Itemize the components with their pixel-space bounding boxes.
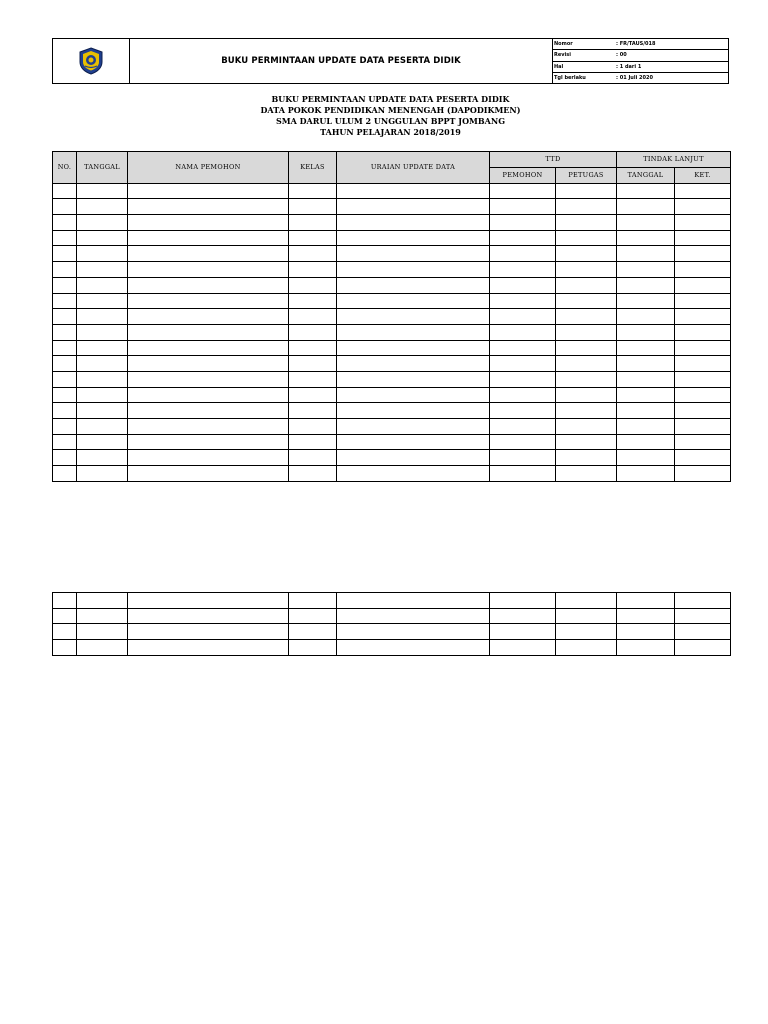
table-row <box>53 371 731 387</box>
table-cell[interactable] <box>675 293 731 309</box>
table-row <box>53 434 731 450</box>
table-cell[interactable] <box>337 434 490 450</box>
table-cell[interactable] <box>128 340 289 356</box>
table-cell[interactable] <box>77 309 128 325</box>
table-cell[interactable] <box>556 230 617 246</box>
table-cell[interactable] <box>556 466 617 482</box>
table-cell[interactable] <box>617 324 675 340</box>
table-cell[interactable] <box>556 340 617 356</box>
info-label: Hal <box>554 63 564 70</box>
table-cell[interactable] <box>53 434 77 450</box>
table-cell[interactable] <box>77 340 128 356</box>
table-cell[interactable] <box>490 340 556 356</box>
table-cell[interactable] <box>77 640 128 656</box>
info-value: : 00 <box>616 52 627 59</box>
table-cell[interactable] <box>53 624 77 640</box>
table-cell[interactable] <box>490 183 556 199</box>
table-cell[interactable] <box>53 466 77 482</box>
table-cell[interactable] <box>617 387 675 403</box>
info-label: Nomor <box>554 41 573 48</box>
table-cell[interactable] <box>556 640 617 656</box>
table-cell[interactable] <box>77 324 128 340</box>
col-header-ttd: TTD <box>490 152 617 168</box>
table-cell[interactable] <box>490 419 556 435</box>
table-cell[interactable] <box>556 324 617 340</box>
table-cell[interactable] <box>490 466 556 482</box>
table-cell[interactable] <box>490 293 556 309</box>
table-cell[interactable] <box>289 608 337 624</box>
table-cell[interactable] <box>289 387 337 403</box>
table-cell[interactable] <box>128 450 289 466</box>
table-cell[interactable] <box>337 215 490 231</box>
table-cell[interactable] <box>77 403 128 419</box>
table-cell[interactable] <box>128 309 289 325</box>
school-crest-logo <box>76 46 106 76</box>
table-cell[interactable] <box>77 593 128 609</box>
table-cell[interactable] <box>490 371 556 387</box>
table-cell[interactable] <box>77 608 128 624</box>
table-cell[interactable] <box>556 199 617 215</box>
table-cell[interactable] <box>337 309 490 325</box>
col-header-ket: KET. <box>675 167 731 183</box>
table-cell[interactable] <box>53 450 77 466</box>
table-cell[interactable] <box>617 215 675 231</box>
table-cell[interactable] <box>617 466 675 482</box>
col-header-pemohon: PEMOHON <box>490 167 556 183</box>
table-cell[interactable] <box>77 624 128 640</box>
table-cell[interactable] <box>53 309 77 325</box>
table-cell[interactable] <box>289 215 337 231</box>
header-title: BUKU PERMINTAAN UPDATE DATA PESERTA DIDIK <box>130 39 553 83</box>
table-cell[interactable] <box>675 356 731 372</box>
table-cell[interactable] <box>128 466 289 482</box>
table-cell[interactable] <box>128 624 289 640</box>
table-cell[interactable] <box>128 356 289 372</box>
table-cell[interactable] <box>53 277 77 293</box>
table-cell[interactable] <box>617 199 675 215</box>
table-row <box>53 340 731 356</box>
table-cell[interactable] <box>617 371 675 387</box>
table-cell[interactable] <box>77 293 128 309</box>
table-cell[interactable] <box>53 419 77 435</box>
table-cell[interactable] <box>337 324 490 340</box>
table-cell[interactable] <box>556 246 617 262</box>
info-row-hal <box>553 62 728 73</box>
table-row <box>53 403 731 419</box>
table-cell[interactable] <box>337 640 490 656</box>
table-row <box>53 230 731 246</box>
table-cell[interactable] <box>53 183 77 199</box>
table-cell[interactable] <box>617 593 675 609</box>
info-row-revisi <box>553 50 728 61</box>
table-cell[interactable] <box>77 387 128 403</box>
table-row <box>53 387 731 403</box>
table-cell[interactable] <box>675 309 731 325</box>
table-cell[interactable] <box>556 387 617 403</box>
table-cell[interactable] <box>53 199 77 215</box>
table-cell[interactable] <box>675 277 731 293</box>
table-cell[interactable] <box>490 246 556 262</box>
table-cell[interactable] <box>53 640 77 656</box>
table-cell[interactable] <box>289 183 337 199</box>
table-cell[interactable] <box>675 450 731 466</box>
table-cell[interactable] <box>77 450 128 466</box>
table-cell[interactable] <box>556 434 617 450</box>
table-row <box>53 450 731 466</box>
table-cell[interactable] <box>337 230 490 246</box>
info-value: : FR/TAUS/018 <box>616 41 656 48</box>
table-row <box>53 183 731 199</box>
table-cell[interactable] <box>617 640 675 656</box>
table-cell[interactable] <box>128 419 289 435</box>
table-cell[interactable] <box>556 309 617 325</box>
table-cell[interactable] <box>556 215 617 231</box>
table-cell[interactable] <box>53 246 77 262</box>
table-body <box>53 183 731 481</box>
table-cell[interactable] <box>490 593 556 609</box>
table-cell[interactable] <box>675 183 731 199</box>
col-header-petugas: PETUGAS <box>556 167 617 183</box>
table-cell[interactable] <box>128 640 289 656</box>
table-cell[interactable] <box>337 593 490 609</box>
title-line-2: DATA POKOK PENDIDIKAN MENENGAH (DAPODIKMEN) <box>260 105 521 115</box>
table-cell[interactable] <box>128 246 289 262</box>
table-cell[interactable] <box>617 608 675 624</box>
table-cell[interactable] <box>128 215 289 231</box>
table-cell[interactable] <box>128 277 289 293</box>
info-label: Tgl berlaku <box>554 74 586 81</box>
table-cell[interactable] <box>556 277 617 293</box>
table-cell[interactable] <box>128 293 289 309</box>
table-row <box>53 466 731 482</box>
table-cell[interactable] <box>617 624 675 640</box>
table-cell[interactable] <box>675 230 731 246</box>
table-cell[interactable] <box>675 593 731 609</box>
table-cell[interactable] <box>337 246 490 262</box>
table-cell[interactable] <box>53 324 77 340</box>
table-row <box>53 593 731 609</box>
table-cell[interactable] <box>128 262 289 278</box>
table-header-row <box>53 152 731 168</box>
table-cell[interactable] <box>289 309 337 325</box>
table-cell[interactable] <box>675 466 731 482</box>
table-row <box>53 215 731 231</box>
table-cell[interactable] <box>289 403 337 419</box>
table-cell[interactable] <box>77 199 128 215</box>
table-cell[interactable] <box>556 371 617 387</box>
document-titles <box>52 94 729 138</box>
title-line-1: BUKU PERMINTAAN UPDATE DATA PESERTA DIDIK <box>271 94 510 104</box>
table-cell[interactable] <box>556 450 617 466</box>
table-cell[interactable] <box>289 624 337 640</box>
col-header-tanggal: TANGGAL <box>77 152 128 184</box>
table-cell[interactable] <box>617 262 675 278</box>
table-cell[interactable] <box>289 434 337 450</box>
table-cell[interactable] <box>289 450 337 466</box>
col-header-nama-pemohon: NAMA PEMOHON <box>128 152 289 184</box>
table-cell[interactable] <box>490 262 556 278</box>
table-cell[interactable] <box>675 371 731 387</box>
table-cell[interactable] <box>77 183 128 199</box>
table-cell[interactable] <box>77 215 128 231</box>
table-cell[interactable] <box>128 324 289 340</box>
table-row <box>53 293 731 309</box>
table-cell[interactable] <box>289 262 337 278</box>
table-cell[interactable] <box>289 277 337 293</box>
info-label: Revisi <box>554 52 571 59</box>
table-cell[interactable] <box>490 199 556 215</box>
table-body <box>53 593 731 656</box>
info-row-nomor <box>553 39 728 50</box>
table-cell[interactable] <box>617 434 675 450</box>
table-cell[interactable] <box>617 356 675 372</box>
continuation-table <box>52 592 731 656</box>
table-cell[interactable] <box>490 608 556 624</box>
table-row <box>53 277 731 293</box>
table-cell[interactable] <box>337 356 490 372</box>
table-cell[interactable] <box>556 608 617 624</box>
logo-cell <box>53 39 130 83</box>
table-cell[interactable] <box>675 640 731 656</box>
table-cell[interactable] <box>617 230 675 246</box>
table-cell[interactable] <box>617 340 675 356</box>
table-cell[interactable] <box>77 434 128 450</box>
col-header-tanggal-lanjut: TANGGAL <box>617 167 675 183</box>
table-cell[interactable] <box>289 371 337 387</box>
table-cell[interactable] <box>53 387 77 403</box>
table-cell[interactable] <box>675 387 731 403</box>
table-cell[interactable] <box>617 293 675 309</box>
table-cell[interactable] <box>53 340 77 356</box>
table-cell[interactable] <box>77 262 128 278</box>
table-cell[interactable] <box>675 215 731 231</box>
table-cell[interactable] <box>128 593 289 609</box>
table-cell[interactable] <box>289 246 337 262</box>
table-cell[interactable] <box>337 340 490 356</box>
document-header <box>52 38 729 84</box>
table-cell[interactable] <box>337 371 490 387</box>
table-cell[interactable] <box>675 624 731 640</box>
table-row <box>53 608 731 624</box>
table-cell[interactable] <box>617 246 675 262</box>
table-cell[interactable] <box>77 371 128 387</box>
title-line-4: TAHUN PELAJARAN 2018/2019 <box>320 127 461 137</box>
table-cell[interactable] <box>53 262 77 278</box>
table-cell[interactable] <box>617 183 675 199</box>
col-header-kelas: KELAS <box>289 152 337 184</box>
table-cell[interactable] <box>128 434 289 450</box>
table-cell[interactable] <box>490 230 556 246</box>
table-cell[interactable] <box>337 466 490 482</box>
table-cell[interactable] <box>490 403 556 419</box>
table-cell[interactable] <box>556 262 617 278</box>
table-cell[interactable] <box>53 593 77 609</box>
table-row <box>53 309 731 325</box>
table-cell[interactable] <box>490 215 556 231</box>
table-cell[interactable] <box>617 277 675 293</box>
table-cell[interactable] <box>289 324 337 340</box>
table-cell[interactable] <box>289 230 337 246</box>
table-cell[interactable] <box>53 356 77 372</box>
table-cell[interactable] <box>289 419 337 435</box>
table-row <box>53 246 731 262</box>
info-value: : 01 Juli 2020 <box>616 74 653 81</box>
table-cell[interactable] <box>337 624 490 640</box>
table-cell[interactable] <box>617 403 675 419</box>
table-cell[interactable] <box>77 230 128 246</box>
table-cell[interactable] <box>675 262 731 278</box>
title-line-3: SMA DARUL ULUM 2 UNGGULAN BPPT JOMBANG <box>275 116 506 126</box>
table-cell[interactable] <box>556 293 617 309</box>
table-cell[interactable] <box>675 419 731 435</box>
table-cell[interactable] <box>337 277 490 293</box>
table-cell[interactable] <box>337 419 490 435</box>
table-row <box>53 356 731 372</box>
table-cell[interactable] <box>556 624 617 640</box>
table-row <box>53 262 731 278</box>
table-cell[interactable] <box>617 309 675 325</box>
table-row <box>53 624 731 640</box>
table-cell[interactable] <box>53 403 77 419</box>
table-cell[interactable] <box>77 277 128 293</box>
table-cell[interactable] <box>337 450 490 466</box>
table-cell[interactable] <box>77 356 128 372</box>
info-value: : 1 dari 1 <box>616 63 642 70</box>
table-cell[interactable] <box>490 356 556 372</box>
table-cell[interactable] <box>556 419 617 435</box>
table-cell[interactable] <box>77 419 128 435</box>
table-cell[interactable] <box>490 624 556 640</box>
table-cell[interactable] <box>556 403 617 419</box>
table-cell[interactable] <box>289 640 337 656</box>
table-cell[interactable] <box>556 356 617 372</box>
table-cell[interactable] <box>337 608 490 624</box>
table-cell[interactable] <box>289 466 337 482</box>
table-cell[interactable] <box>490 309 556 325</box>
table-row <box>53 324 731 340</box>
col-header-no: NO. <box>53 152 77 184</box>
table-cell[interactable] <box>617 450 675 466</box>
table-cell[interactable] <box>490 324 556 340</box>
table-cell[interactable] <box>675 199 731 215</box>
table-cell[interactable] <box>77 246 128 262</box>
table-cell[interactable] <box>337 387 490 403</box>
table-cell[interactable] <box>556 183 617 199</box>
table-cell[interactable] <box>337 183 490 199</box>
request-table <box>52 151 731 482</box>
table-cell[interactable] <box>289 199 337 215</box>
table-cell[interactable] <box>675 608 731 624</box>
table-cell[interactable] <box>490 450 556 466</box>
table-row <box>53 199 731 215</box>
table-cell[interactable] <box>490 277 556 293</box>
table-cell[interactable] <box>128 608 289 624</box>
table-cell[interactable] <box>53 230 77 246</box>
table-cell[interactable] <box>617 419 675 435</box>
table-cell[interactable] <box>337 199 490 215</box>
table-row <box>53 419 731 435</box>
table-cell[interactable] <box>289 593 337 609</box>
table-cell[interactable] <box>490 434 556 450</box>
col-header-tindak-lanjut: TINDAK LANJUT <box>617 152 731 168</box>
table-cell[interactable] <box>53 608 77 624</box>
table-cell[interactable] <box>53 293 77 309</box>
table-cell[interactable] <box>128 199 289 215</box>
col-header-uraian: URAIAN UPDATE DATA <box>337 152 490 184</box>
table-cell[interactable] <box>128 230 289 246</box>
table-row <box>53 640 731 656</box>
table-cell[interactable] <box>556 593 617 609</box>
table-cell[interactable] <box>128 387 289 403</box>
table-cell[interactable] <box>675 434 731 450</box>
table-cell[interactable] <box>289 293 337 309</box>
table-cell[interactable] <box>53 371 77 387</box>
table-cell[interactable] <box>490 387 556 403</box>
table-cell[interactable] <box>53 215 77 231</box>
table-cell[interactable] <box>675 340 731 356</box>
table-cell[interactable] <box>337 403 490 419</box>
table-cell[interactable] <box>128 403 289 419</box>
document-info <box>553 39 728 83</box>
table-cell[interactable] <box>128 371 289 387</box>
table-cell[interactable] <box>675 246 731 262</box>
table-cell[interactable] <box>289 356 337 372</box>
table-cell[interactable] <box>675 403 731 419</box>
table-cell[interactable] <box>289 340 337 356</box>
table-cell[interactable] <box>128 183 289 199</box>
table-cell[interactable] <box>337 293 490 309</box>
table-cell[interactable] <box>675 324 731 340</box>
info-row-tgl-berlaku <box>553 73 728 83</box>
table-cell[interactable] <box>490 640 556 656</box>
table-cell[interactable] <box>77 466 128 482</box>
table-cell[interactable] <box>337 262 490 278</box>
